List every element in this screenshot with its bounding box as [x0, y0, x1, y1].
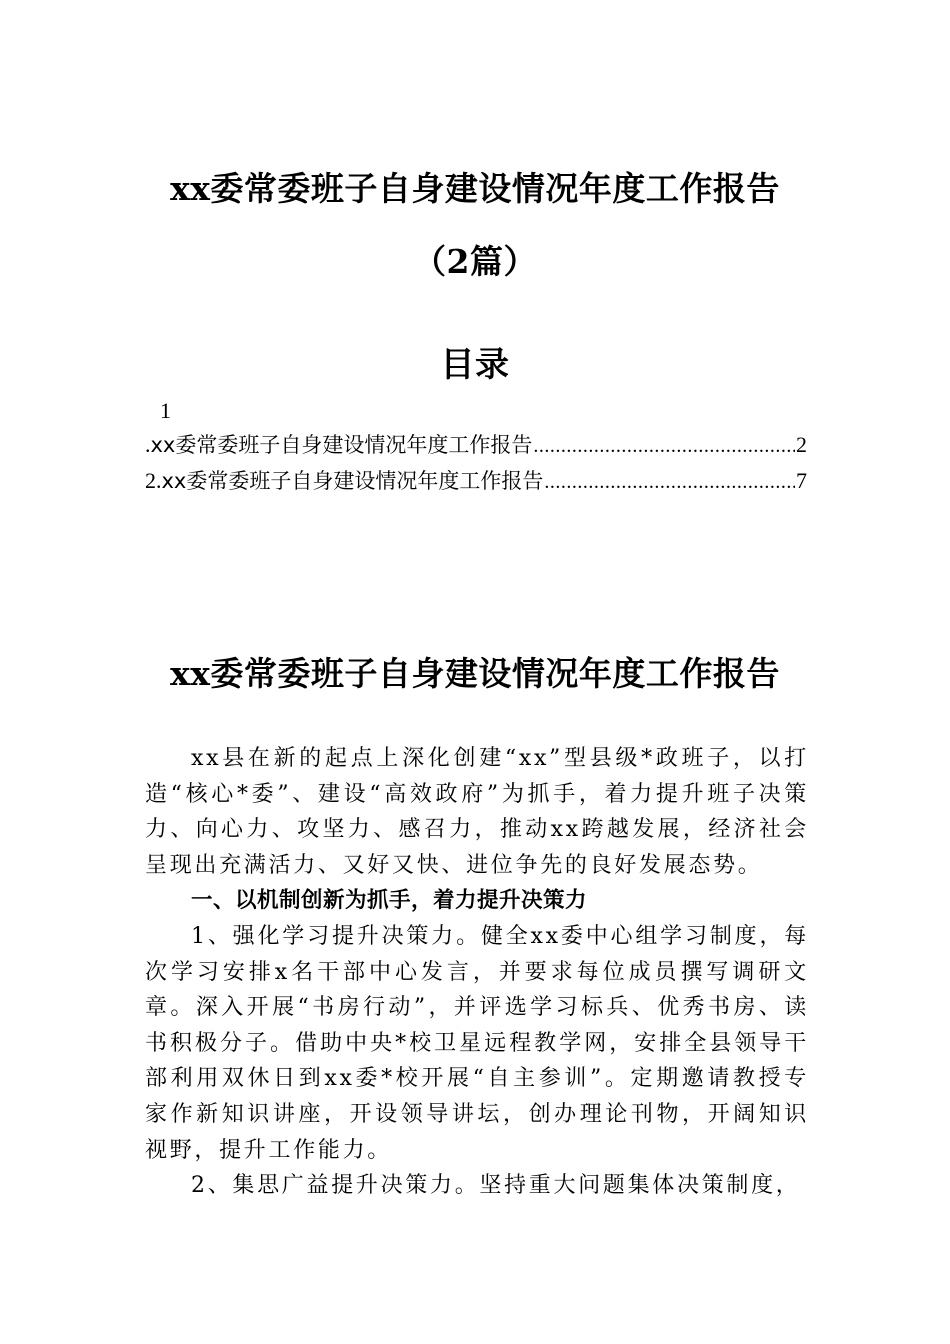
toc-entry-page: 2 [796, 432, 807, 457]
document-subtitle: （2篇） [413, 242, 537, 281]
article-body [145, 741, 809, 1204]
toc-entry-prefix: 2. [145, 468, 162, 493]
document-title: xx委常委班子自身建设情况年度工作报告 [170, 169, 780, 208]
paragraph-item-2: 2、集思广益提升决策力。坚持重大问题集体决策制度， [191, 1173, 801, 1199]
section-heading: 一、以机制创新为抓手，着力提升决策力 [191, 888, 588, 914]
toc-leader-dots [544, 471, 795, 494]
toc-entry-page: 7 [796, 468, 807, 493]
toc-heading: 目录 [440, 345, 510, 385]
toc-entry-1[interactable] [145, 429, 807, 461]
article-title: xx委常委班子自身建设情况年度工作报告 [170, 654, 780, 693]
toc-entry-title: xx委常委班子自身建设情况年度工作报告 [150, 433, 533, 457]
toc-entry-1-number: 1 [160, 398, 171, 423]
toc-entry-2[interactable] [145, 465, 807, 497]
paragraph-item-1: 1、强化学习提升决策力。健全xx委中心组学习制度，每次学习安排x名干部中心发言，并要求每位成员撰写调研文章。深入开展“书房行动”，并评选学习标兵、优秀书房、读书积极分子。借助中央*校卫星远程教学网，安排全县领导干部利用双休日到xx委*校开展“自主参训”。定期邀请教授专家作新知识讲座，开设领导讲坛，创办理论刊物，开阔知识视野，提升工作能力。 [145, 923, 809, 1163]
toc-entry-title: xx委常委班子自身建设情况年度工作报告 [161, 469, 544, 493]
paragraph-intro: xx县在新的起点上深化创建“xx”型县级*政班子，以打造“核心*委”、建设“高效政府”为抓手，着力提升班子决策力、向心力、攻坚力、感召力，推动xx跨越发展，经济社会呈现出充满活力、又好又快、进位争先的良好发展态势。 [145, 746, 809, 878]
toc-entry-prefix: . [145, 432, 151, 457]
toc-leader-dots [533, 435, 795, 458]
